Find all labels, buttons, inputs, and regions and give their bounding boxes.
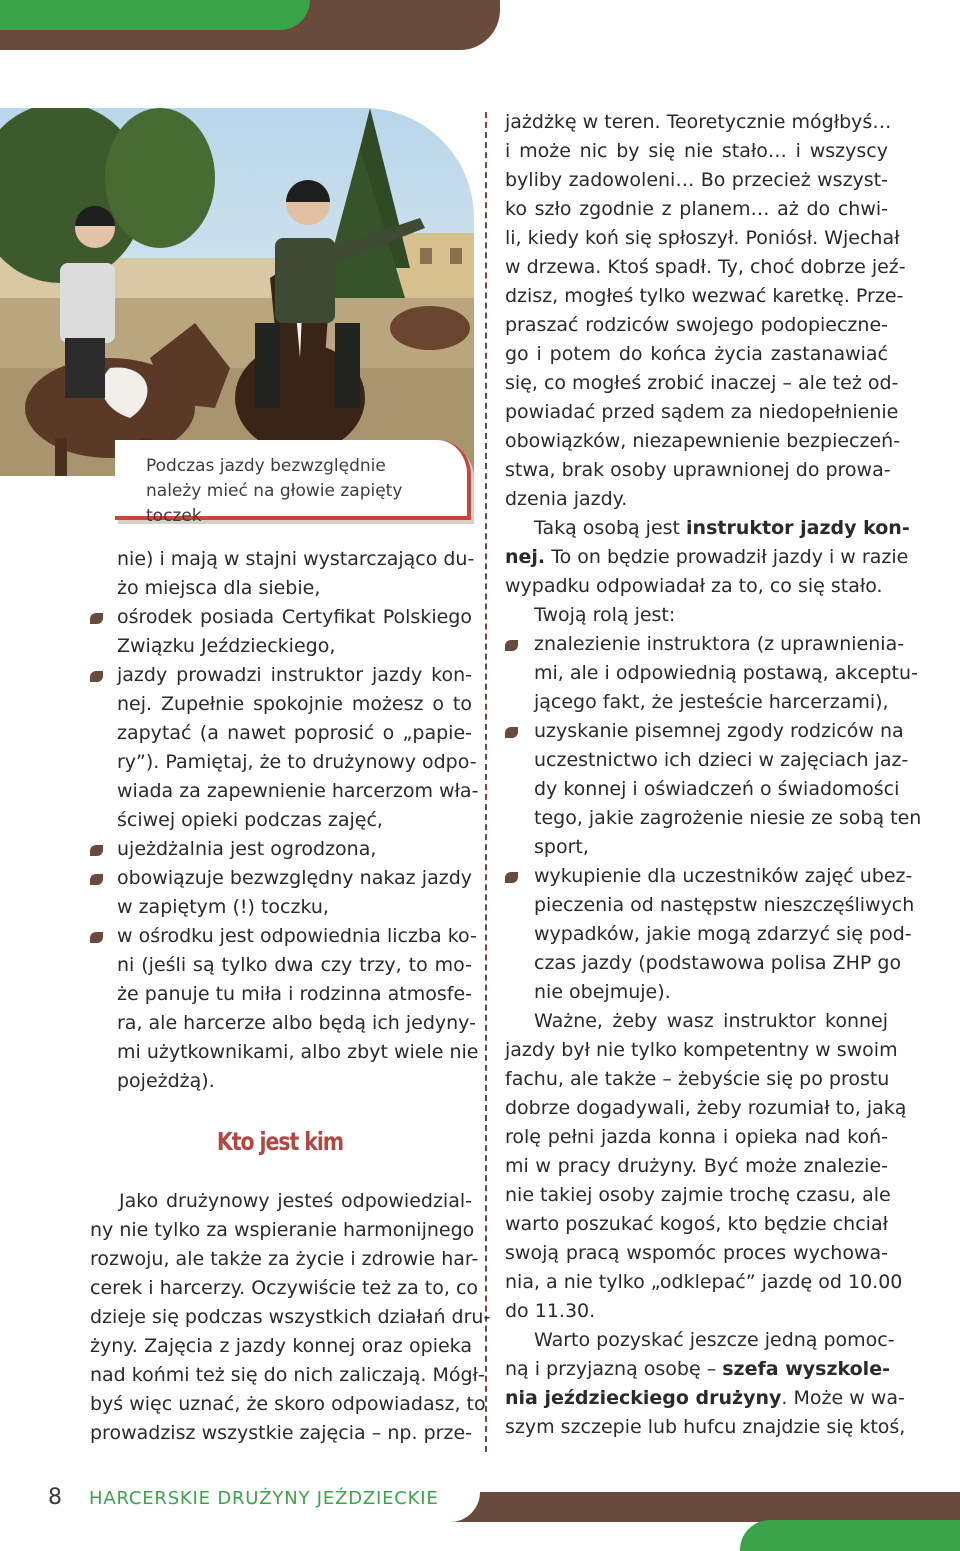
bullet-icon (90, 613, 103, 624)
text-line: nad końmi też się do nich zaliczają. Mógł- (90, 1364, 485, 1386)
bullet-icon (90, 671, 103, 682)
text-line: i może nic by się nie stało… i wszyscy (505, 140, 888, 162)
text-line: obowiązuje bezwzględny nakaz jazdy (117, 867, 472, 889)
page-number: 8 (48, 1485, 62, 1510)
text-line: uczestnictwo ich dzieci w zajęciach jaz- (534, 749, 909, 771)
text-line: do 11.30. (505, 1300, 596, 1322)
text-line: rolę pełni jazda konna i opieka nad koń- (505, 1126, 888, 1148)
text-line: się, co mogłeś zrobić inaczej – ale też od- (505, 372, 899, 394)
list-item (90, 603, 472, 661)
text-line: cerek i harcerzy. Oczywiście też za to, co (90, 1277, 479, 1299)
text-line: go i potem do końca życia zastanawiać (505, 343, 888, 365)
footer-green-band (740, 1520, 960, 1551)
text-line: rozwoju, ale także za życie i zdrowie har- (90, 1248, 479, 1270)
bold-term: instruktor jazdy kon- (686, 517, 910, 539)
text-line: ny nie tylko za wspieranie harmonijnego (90, 1219, 475, 1241)
text-line: mi w pracy drużyny. Być może znalezie- (505, 1155, 888, 1177)
text-line: li, kiedy koń się spłoszył. Poniósł. Wjechał (505, 227, 900, 249)
list-item (90, 661, 479, 835)
text-line: dzenia jazdy. (505, 488, 628, 510)
text-line: sport, (534, 836, 589, 858)
text-line: fachu, ale także – żebyście się po prostu (505, 1068, 890, 1090)
photo-caption-box (115, 440, 471, 526)
text-line: wypadków, jakie mogą zdarzyć się pod- (534, 923, 912, 945)
text-line: Warto pozyskać jeszcze jedną pomoc- (534, 1329, 895, 1351)
text-line: ra, ale harcerze albo będą ich jedyny- (117, 1012, 476, 1034)
text-line: nie) i mają w stajni wystarczająco du- (117, 548, 475, 570)
text-line: nia, a nie tylko „odklepać” jazdę od 10.00 (505, 1271, 903, 1293)
text-line: szym szczepie lub hufcu znajdzie się ktoś, (505, 1416, 906, 1438)
text-line: pieczenia od następstw nieszczęśliwych (534, 894, 915, 916)
text-line: ujeżdżalnia jest ogrodzona, (117, 838, 377, 860)
text-line: w ośrodku jest odpowiednia liczba ko- (117, 925, 477, 947)
text-line: wypadku odpowiadał za to, co się stało. (505, 575, 883, 597)
text-line (505, 1384, 905, 1413)
list-item (505, 862, 915, 1007)
text-line: ośrodek posiada Certyfikat Polskiego (117, 606, 472, 628)
text-line: nie obejmuje). (534, 981, 671, 1003)
text-line: uzyskanie pisemnej zgody rodziców na (534, 720, 904, 742)
text-span: . Może w wa- (781, 1387, 905, 1409)
top-green-band (0, 0, 310, 30)
text-line: powiadać przed sądem za niedopełnienie (505, 401, 899, 423)
bold-term: nia jeździeckiego drużyny (505, 1387, 782, 1409)
left-paragraph (90, 1187, 491, 1448)
text-line: dy konnej i oświadczeń o świadomości (534, 778, 900, 800)
text-span: Taką osobą jest (534, 517, 687, 539)
bullet-icon (90, 845, 103, 856)
right-column (505, 108, 922, 1442)
text-line: byliby zadowoleni… Bo przecież wszyst- (505, 169, 888, 191)
list-item (90, 864, 472, 922)
text-line: dobrze dogadywali, żeby rozumiał to, jaką (505, 1097, 907, 1119)
photo-caption: Podczas jazdy bezwzględnie należy mieć na głowie zapięty toczek (146, 456, 403, 526)
text-line: jazdy był nie tylko kompetentny w swoim (505, 1039, 898, 1061)
bullet-icon (90, 874, 103, 885)
text-line: mi użytkownikami, albo zbyt wiele nie (117, 1041, 479, 1063)
text-line: jącego fakt, że jesteście harcerzami), (534, 691, 889, 713)
text-line: znalezienie instruktora (z uprawnienia- (534, 633, 905, 655)
publication-title: HARCERSKIE DRUŻYNY JEŹDZIECKIE (89, 1488, 439, 1509)
text-line: Jako drużynowy jesteś odpowiedzial- (119, 1190, 472, 1212)
text-line: wiada za zapewnienie harcerzom wła- (117, 780, 479, 802)
riders-photo (0, 108, 474, 476)
text-span: To on będzie prowadził jazdy i w razie (545, 546, 909, 568)
text-line: żyny. Zajęcia z jazdy konnej oraz opieka (90, 1335, 472, 1357)
text-line (505, 1355, 888, 1384)
text-line: nej. Zupełnie spokojnie możesz o to (117, 693, 472, 715)
text-span: ną i przyjazną osobę – (505, 1358, 723, 1380)
text-line: że panuje tu miła i rodzinna atmosfe- (117, 983, 472, 1005)
text-line: tego, jakie zagrożenie niesie ze sobą ten (534, 807, 922, 829)
text-line: stwa, brak osoby uprawnionej do prowa- (505, 459, 891, 481)
text-line: wykupienie dla uczestników zajęć ubez- (534, 865, 913, 887)
text-line: nie takiej osoby zajmie trochę czasu, ale (505, 1184, 891, 1206)
text-line (505, 514, 910, 543)
text-line: ko szło zgodnie z planem… aż do chwi- (505, 198, 888, 220)
text-line: dzieje się podczas wszystkich działań dru- (90, 1306, 491, 1328)
text-line: obowiązków, niezapewnienie bezpieczeń- (505, 430, 901, 452)
text-line (505, 543, 909, 572)
text-line: prowadzisz wszystkie zajęcia – np. prze- (90, 1422, 472, 1444)
text-line: mi, ale i odpowiednią postawą, akceptu- (534, 662, 918, 684)
text-line: w drzewa. Ktoś spadł. Ty, choć dobrze jeź- (505, 256, 906, 278)
text-line: w zapiętym (!) toczku, (117, 896, 329, 918)
text-line: byś więc uznać, że skoro odpowiadasz, to (90, 1393, 486, 1415)
text-line: ni (jeśli są tylko dwa czy trzy, to mo- (117, 954, 472, 976)
bullet-icon (505, 640, 518, 651)
section-heading: Kto jest kim (216, 1127, 344, 1156)
list-item (90, 835, 472, 864)
text-line: swoją pracą wspomóc proces wychowa- (505, 1242, 888, 1264)
column-divider (485, 112, 487, 1452)
text-line: jazdy prowadzi instruktor jazdy kon- (117, 664, 472, 686)
bullet-icon (505, 872, 518, 883)
text-line: Związku Jeździeckiego, (117, 635, 336, 657)
text-line: ściwej opieki podczas zajęć, (117, 809, 383, 831)
text-line: jażdżkę w teren. Teoretycznie mógłbyś… (505, 111, 892, 133)
text-line: czas jazdy (podstawowa polisa ZHP go (534, 952, 902, 974)
text-line: Twoją rolą jest: (534, 604, 676, 626)
left-column (90, 545, 479, 1096)
bold-term: nej. (505, 546, 546, 568)
text-line: warto poszukać kogoś, kto będzie chciał (505, 1213, 888, 1235)
list-item (90, 922, 479, 1096)
text-line: zapytać (a nawet poprosić o „papie- (117, 722, 472, 744)
text-line: ry”). Pamiętaj, że to drużynowy odpo- (117, 751, 477, 773)
text-line: pojeżdżą). (117, 1070, 215, 1092)
list-item (505, 630, 918, 717)
text-line: praszać rodziców swojego podopieczne- (505, 314, 888, 336)
text-line: dzisz, mogłeś tylko wezwać karetkę. Prze- (505, 285, 904, 307)
bullet-icon (505, 727, 518, 738)
text-line: Ważne, żeby wasz instruktor konnej (534, 1010, 888, 1032)
bullet-icon (90, 932, 103, 943)
bold-term: szefa wyszkole- (722, 1358, 890, 1380)
list-item (505, 717, 922, 862)
text-line: żo miejsca dla siebie, (117, 577, 321, 599)
